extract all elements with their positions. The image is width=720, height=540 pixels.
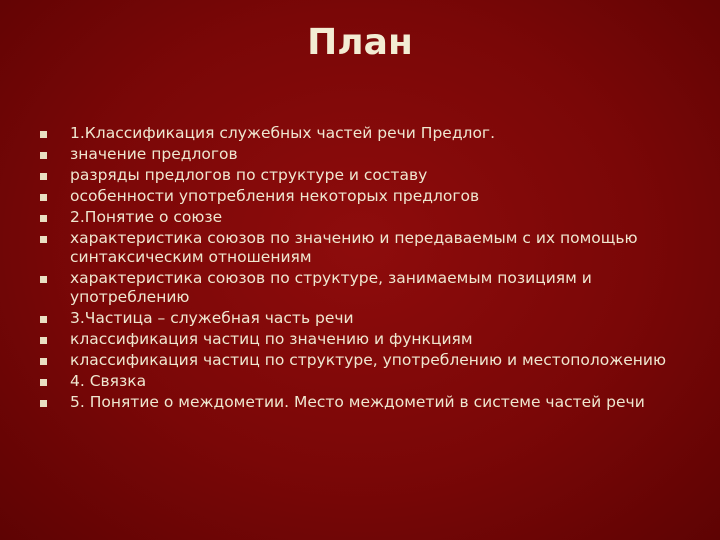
list-item-text: значение предлогов [70, 145, 238, 163]
square-bullet-icon [40, 276, 47, 283]
list-item-text: 3.Частица – служебная часть речи [70, 309, 354, 327]
list-item [40, 124, 690, 143]
list-item-text: 5. Понятие о междометии. Место междометий в системе частей речи [70, 393, 645, 411]
square-bullet-icon [40, 131, 47, 138]
list-item [40, 330, 690, 349]
square-bullet-icon [40, 194, 47, 201]
list-item [40, 351, 690, 370]
list-item [40, 166, 690, 185]
list-item-text: классификация частиц по значению и функциям [70, 330, 473, 348]
square-bullet-icon [40, 400, 47, 407]
slide-title: План [307, 22, 413, 63]
square-bullet-icon [40, 236, 47, 243]
list-item-text: характеристика союзов по значению и передаваемым с их помощью синтаксическим отношениям [70, 229, 638, 266]
list-item-text: характеристика союзов по структуре, занимаемым позициям и употреблению [70, 269, 592, 306]
list-item-text: 2.Понятие о союзе [70, 208, 223, 226]
list-item-text: 1.Классификация служебных частей речи Предлог. [70, 124, 495, 142]
plan-list [40, 124, 690, 414]
list-item [40, 208, 690, 227]
list-item [40, 187, 690, 206]
list-item [40, 145, 690, 164]
square-bullet-icon [40, 215, 47, 222]
square-bullet-icon [40, 358, 47, 365]
list-item [40, 309, 690, 328]
list-item-text: 4. Связка [70, 372, 147, 390]
list-item-text: особенности употребления некоторых предлогов [70, 187, 480, 205]
list-item [40, 269, 690, 307]
list-item-text: классификация частиц по структуре, употреблению и местоположению [70, 351, 667, 369]
square-bullet-icon [40, 379, 47, 386]
list-item [40, 372, 690, 391]
square-bullet-icon [40, 316, 47, 323]
square-bullet-icon [40, 173, 47, 180]
list-item-text: разряды предлогов по структуре и составу [70, 166, 428, 184]
list-item [40, 229, 690, 267]
square-bullet-icon [40, 152, 47, 159]
list-item [40, 393, 690, 412]
square-bullet-icon [40, 337, 47, 344]
